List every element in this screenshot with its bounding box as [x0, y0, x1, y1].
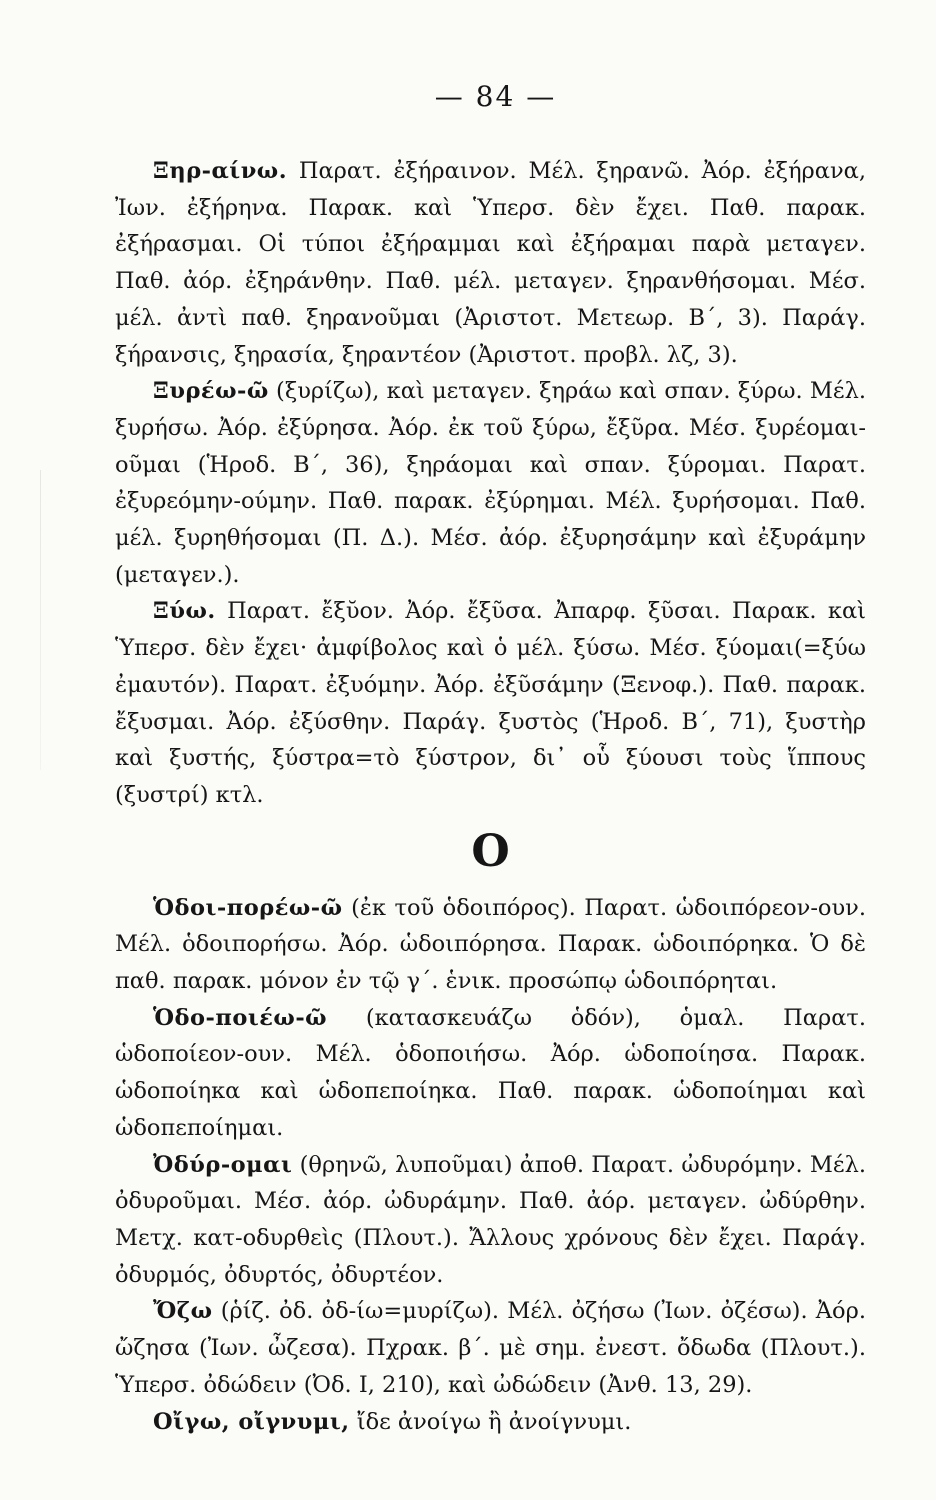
entry-headword: Ξυρέω-ῶ: [153, 378, 269, 405]
entry-text: (κατασκευάζω ὁδόν), ὁμαλ. Παρατ. ὡδοποίεον-ουν. Μέλ. ὁδοποιήσω. Ἀόρ. ὡδοποίησα. Παρακ. ὡδοποίηκα καὶ ὡδοπεποίηκα. Παθ. παρακ. ὡδοποίημαι καὶ ὡδοπεποίημαι.: [115, 1004, 866, 1141]
dictionary-entry-odyromai: [115, 1147, 866, 1294]
entry-headword: Ὀδύρ-ομαι: [153, 1151, 293, 1178]
entry-headword: Ξύω.: [153, 598, 216, 625]
entry-headword: Ὄζω: [153, 1298, 213, 1325]
dictionary-entry-odoiporew: [115, 890, 866, 1000]
dictionary-entry-ozw: [115, 1293, 866, 1403]
entry-headword: Οἴγω, οἴγνυμι,: [153, 1408, 350, 1435]
entry-text: (ξυρίζω), καὶ μεταγεν. ξηράω καὶ σπαν. ξύρω. Μέλ. ξυρήσω. Ἀόρ. ἐξύρησα. Ἀόρ. ἐκ τοῦ ξύρω, ἔξῦρα. Μέσ. ξυρέομαι-οῦμαι (Ἡροδ. Β΄, 36), ξηράομαι καὶ σπαν. ξύρομαι. Παρατ. ἐξυρεόμην-ούμην. Παθ. παρακ. ἐξύρημαι. Μέλ. ξυρήσομαι. Παθ. μέλ. ξυρηθήσομαι (Π. Δ.). Μέσ. ἀόρ. ἐξυρησάμην καὶ ἐξυράμην (μεταγεν.).: [115, 378, 866, 588]
page-number: — 84 —: [434, 80, 557, 113]
entry-text: (θρηνῶ, λυποῦμαι) ἀποθ. Παρατ. ὠδυρόμην. Μέλ. ὀδυροῦμαι. Μέσ. ἀόρ. ὠδυράμην. Παθ. ἀόρ. μεταγεν. ὠδύρθην. Μετχ. κατ-οδυρθεὶς (Πλουτ.). Ἄλλους χρόνους δὲν ἔχει. Παράγ. ὀδυρμός, ὀδυρτός, ὀδυρτέον.: [115, 1151, 866, 1288]
entry-headword: Ὁδοι-πορέω-ῶ: [153, 894, 343, 921]
dictionary-entry-xyrew: [115, 373, 866, 593]
dictionary-entry-odopoiew: [115, 1000, 866, 1147]
entry-text: ἴδε ἀνοίγω ἢ ἀνοίγνυμι.: [349, 1408, 632, 1435]
entry-text: (ῥίζ. ὀδ. ὀδ-ίω=μυρίζω). Μέλ. ὀζήσω (Ἰων. ὀζέσω). Ἀόρ. ὤζησα (Ἰων. ὦζεσα). Πχρακ. β΄. μὲ σημ. ἐνεστ. ὄδωδα (Πλουτ.). Ὑπερσ. ὀδώδειν (Ὀδ. Ι, 210), καὶ ὠδώδειν (Ἀνθ. 13, 29).: [115, 1298, 866, 1398]
dictionary-entry-xyw: [115, 593, 866, 813]
page-edge-shadow: [40, 470, 41, 770]
dictionary-entry-oigw: [115, 1404, 866, 1441]
entry-text: Παρατ. ἐξήραινον. Μέλ. ξηρανῶ. Ἀόρ. ἐξήρανα, Ἰων. ἐξήρηνα. Παρακ. καὶ Ὑπερσ. δὲν ἔχει. Παθ. παρακ. ἐξήρασμαι. Οἱ τύποι ἐξήραμμαι καὶ ἐξήραμαι παρὰ μεταγεν. Παθ. ἀόρ. ἐξηράνθην. Παθ. μέλ. μεταγεν. ξηρανθήσομαι. Μέσ. μέλ. ἀντὶ παθ. ξηρανοῦμαι (Ἀριστοτ. Μετεωρ. Β΄, 3). Παράγ. ξήρανσις, ξηρασία, ξηραντέον (Ἀριστοτ. προβλ. λζ, 3).: [115, 158, 866, 368]
entry-text: (ἐκ τοῦ ὁδοιπόρος). Παρατ. ὡδοιπόρεον-ουν. Μέλ. ὁδοιπορήσω. Ἀόρ. ὡδοιπόρησα. Παρακ. ὡδοιπόρηκα. Ὁ δὲ παθ. παρακ. μόνον ἐν τῷ γ΄. ἑνικ. προσώπῳ ὡδοιπόρηται.: [115, 894, 866, 995]
entry-headword: Ξηρ-αίνω.: [153, 158, 288, 184]
section-letter-heading: Ο: [471, 825, 510, 877]
dictionary-entry-xerainw: [115, 153, 866, 373]
entry-headword: Ὁδο-ποιέω-ῶ: [153, 1004, 328, 1031]
entry-text: Παρατ. ἔξῠον. Ἀόρ. ἔξῦσα. Ἀπαρφ. ξῦσαι. Παρακ. καὶ Ὑπερσ. δὲν ἔχει· ἀμφίβολος καὶ ὁ μέλ. ξύσω. Μέσ. ξύομαι(=ξύω ἐμαυτόν). Παρατ. ἐξυόμην. Ἀόρ. ἐξῦσάμην (Ξενοφ.). Παθ. παρακ. ἔξυσμαι. Ἀόρ. ἐξύσθην. Παράγ. ξυστὸς (Ἡροδ. Β΄, 71), ξυστὴρ καὶ ξυστής, ξύστρα=τὸ ξύστρον, δι᾽ οὗ ξύουσι τοὺς ἵππους (ξυστρί) κτλ.: [115, 598, 866, 808]
